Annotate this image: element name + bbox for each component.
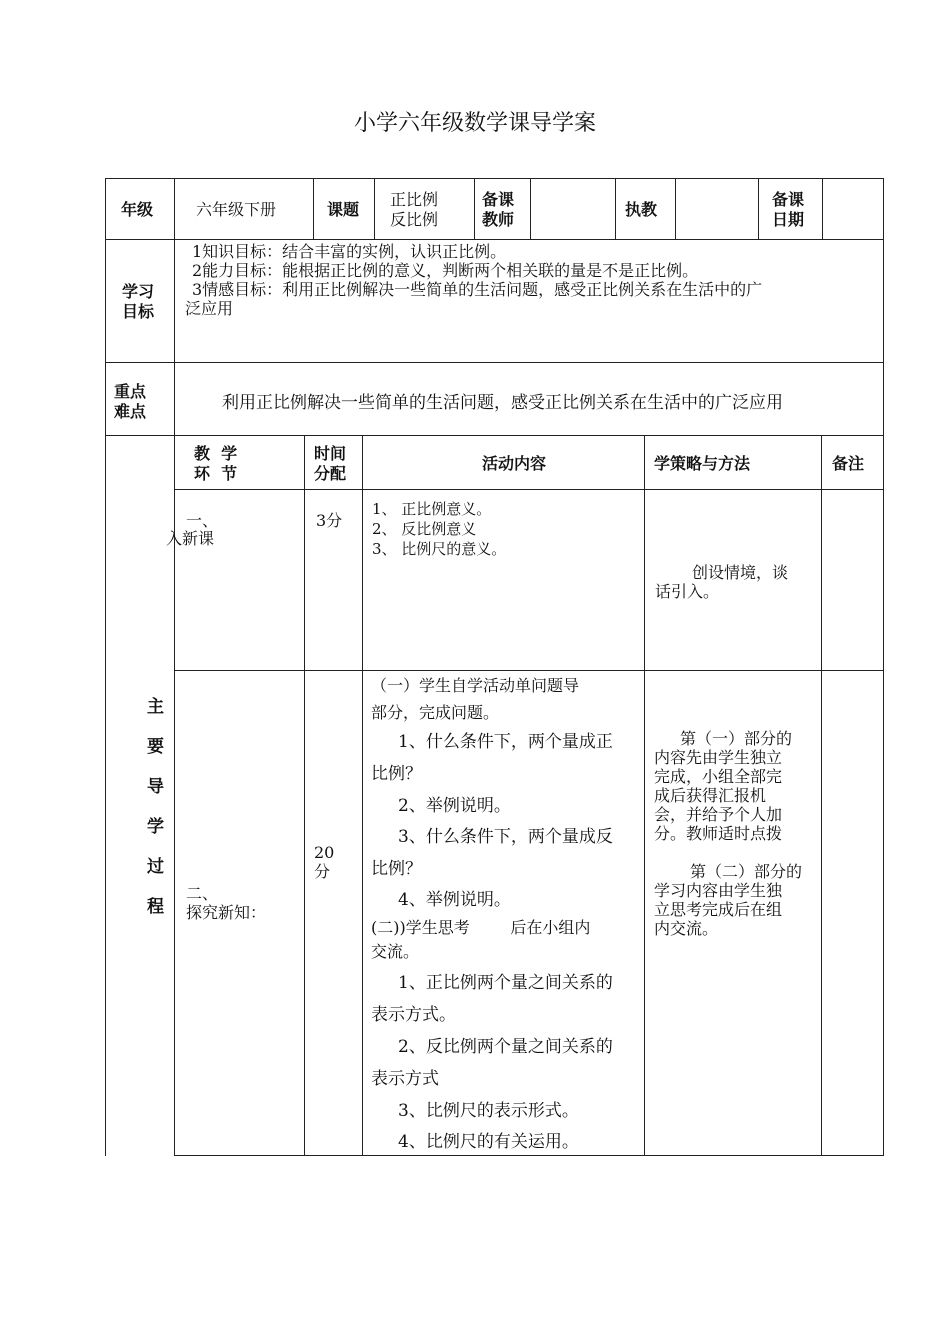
explore-strategy-line: 成后获得汇报机 — [654, 786, 767, 805]
explore-activity-line: 交流。 — [371, 942, 420, 961]
objectives-label-line2: 目标 — [122, 302, 155, 321]
objective-line: 3情感目标：利用正比例解决一些简单的生活问题，感受正比例关系在生活中的广 — [192, 280, 763, 299]
strategy-header: 学策略与方法 — [654, 454, 751, 473]
header-col-divider — [374, 178, 375, 239]
objective-line: 2能力目标：能根据正比例的意义，判断两个相关联的量是不是正比例。 — [192, 261, 699, 280]
table-border-left — [105, 178, 106, 1156]
page-title: 小学六年级数学课导学案 — [353, 111, 596, 136]
header-col-divider — [530, 178, 531, 239]
notes-header: 备注 — [832, 454, 865, 473]
intro-activity-line: 3、 比例尺的意义。 — [372, 540, 507, 558]
process-col-divider — [821, 435, 822, 1156]
explore-stage-line1: 二、 — [186, 884, 219, 903]
explore-strategy-line: 内交流。 — [654, 919, 719, 938]
explore-strategy-line: 内容先由学生独立 — [654, 748, 783, 767]
topic-label: 课题 — [327, 200, 360, 219]
row-divider-objectives — [105, 362, 884, 363]
explore-strategy-line: 立思考完成后在组 — [654, 900, 783, 919]
header-col-divider — [313, 178, 314, 239]
header-col-divider — [675, 178, 676, 239]
intro-stage-line1: 一、 — [186, 511, 219, 530]
explore-activity-line: 3、比例尺的表示形式。 — [398, 1101, 579, 1121]
explore-activity-line: 表示方式。 — [371, 1005, 456, 1025]
topic-value-line1: 正比例 — [390, 190, 439, 209]
prep-date-label-line1: 备课 — [772, 190, 805, 209]
side-label-char: 过 — [147, 857, 164, 877]
process-col-divider — [362, 435, 363, 1156]
grade-value: 六年级下册 — [196, 200, 277, 219]
explore-strategy-line: 完成，小组全部完 — [654, 767, 783, 786]
explore-activity-line: 表示方式 — [371, 1069, 439, 1089]
intro-strategy-line: 创设情境，谈 — [692, 563, 789, 582]
explore-stage-line2: 探究新知： — [186, 903, 267, 922]
grade-label: 年级 — [121, 200, 154, 219]
row-divider-keypoints — [105, 435, 884, 436]
explore-activity-line: 比例？ — [371, 859, 422, 879]
header-col-divider — [615, 178, 616, 239]
process-col-divider — [644, 435, 645, 1156]
intro-strategy-line: 话引入。 — [655, 582, 720, 601]
keypoints-label-line1: 重点 — [114, 382, 147, 401]
explore-strategy-line: 第（二）部分的 — [690, 862, 803, 881]
activity-header: 活动内容 — [482, 454, 547, 473]
explore-activity-line: 1、正比例两个量之间关系的 — [398, 973, 613, 993]
explore-activity-line: 4、比例尺的有关运用。 — [398, 1132, 579, 1152]
objective-line: 泛应用 — [185, 299, 234, 318]
explore-activity-line: 2、举例说明。 — [398, 796, 511, 816]
time-header-line2: 分配 — [314, 464, 347, 483]
process-side-label — [147, 692, 167, 932]
explore-activity-line: 3、什么条件下，两个量成反 — [398, 827, 613, 847]
header-col-divider — [758, 178, 759, 239]
explore-activity-line: 部分，完成问题。 — [371, 703, 500, 722]
intro-activity-line: 2、 反比例意义 — [372, 520, 477, 538]
explore-time-line1: 20 — [314, 843, 335, 862]
explore-strategy-line: 分。教师适时点拨 — [654, 824, 783, 843]
intro-stage-line2: 入新课 — [166, 529, 215, 548]
topic-value-line2: 反比例 — [390, 210, 439, 229]
objective-line: 1知识目标：结合丰富的实例，认识正比例。 — [192, 242, 507, 261]
row-divider-header — [105, 239, 884, 240]
keypoints-label-line2: 难点 — [114, 402, 147, 421]
intro-activity-line: 1、 正比例意义。 — [372, 500, 492, 518]
explore-activity-line: 比例？ — [371, 764, 422, 784]
explore-activity-line: 2、反比例两个量之间关系的 — [398, 1037, 613, 1057]
instructor-label: 执教 — [625, 200, 658, 219]
stage-header-line2: 环 节 — [194, 464, 238, 483]
explore-activity-line: （一）学生自学活动单问题导 — [371, 676, 580, 695]
prep-teacher-label-line2: 教师 — [482, 210, 515, 229]
stage-header-line1: 教 学 — [194, 444, 238, 463]
explore-activity-line: (二))学生思考 后在小组内 — [371, 918, 591, 937]
table-border-top — [105, 178, 884, 179]
time-header-line1: 时间 — [314, 444, 347, 463]
label-column-divider — [174, 178, 175, 1156]
row-divider-intro — [174, 670, 884, 671]
explore-strategy-line: 会，并给予个人加 — [654, 805, 783, 824]
row-divider-process-header — [174, 489, 884, 490]
prep-teacher-label-line1: 备课 — [482, 190, 515, 209]
side-label-char: 导 — [147, 777, 164, 797]
side-label-char: 主 — [147, 697, 164, 717]
explore-strategy-line: 学习内容由学生独 — [654, 881, 783, 900]
prep-date-label-line2: 日期 — [772, 210, 805, 229]
explore-activity-line: 1、什么条件下，两个量成正 — [398, 732, 613, 752]
side-label-char: 要 — [147, 737, 164, 757]
table-border-right — [883, 178, 884, 1156]
side-label-char: 学 — [147, 817, 164, 837]
keypoints-text: 利用正比例解决一些简单的生活问题，感受正比例关系在生活中的广泛应用 — [222, 393, 783, 413]
process-col-divider — [304, 435, 305, 1156]
explore-activity-line: 4、举例说明。 — [398, 890, 511, 910]
side-label-char: 程 — [147, 897, 164, 917]
objectives-label-line1: 学习 — [122, 282, 155, 301]
header-col-divider — [822, 178, 823, 239]
explore-strategy-line: 第（一）部分的 — [680, 729, 793, 748]
header-col-divider — [474, 178, 475, 239]
intro-time: 3分 — [316, 511, 343, 530]
explore-time-line2: 分 — [314, 862, 331, 881]
